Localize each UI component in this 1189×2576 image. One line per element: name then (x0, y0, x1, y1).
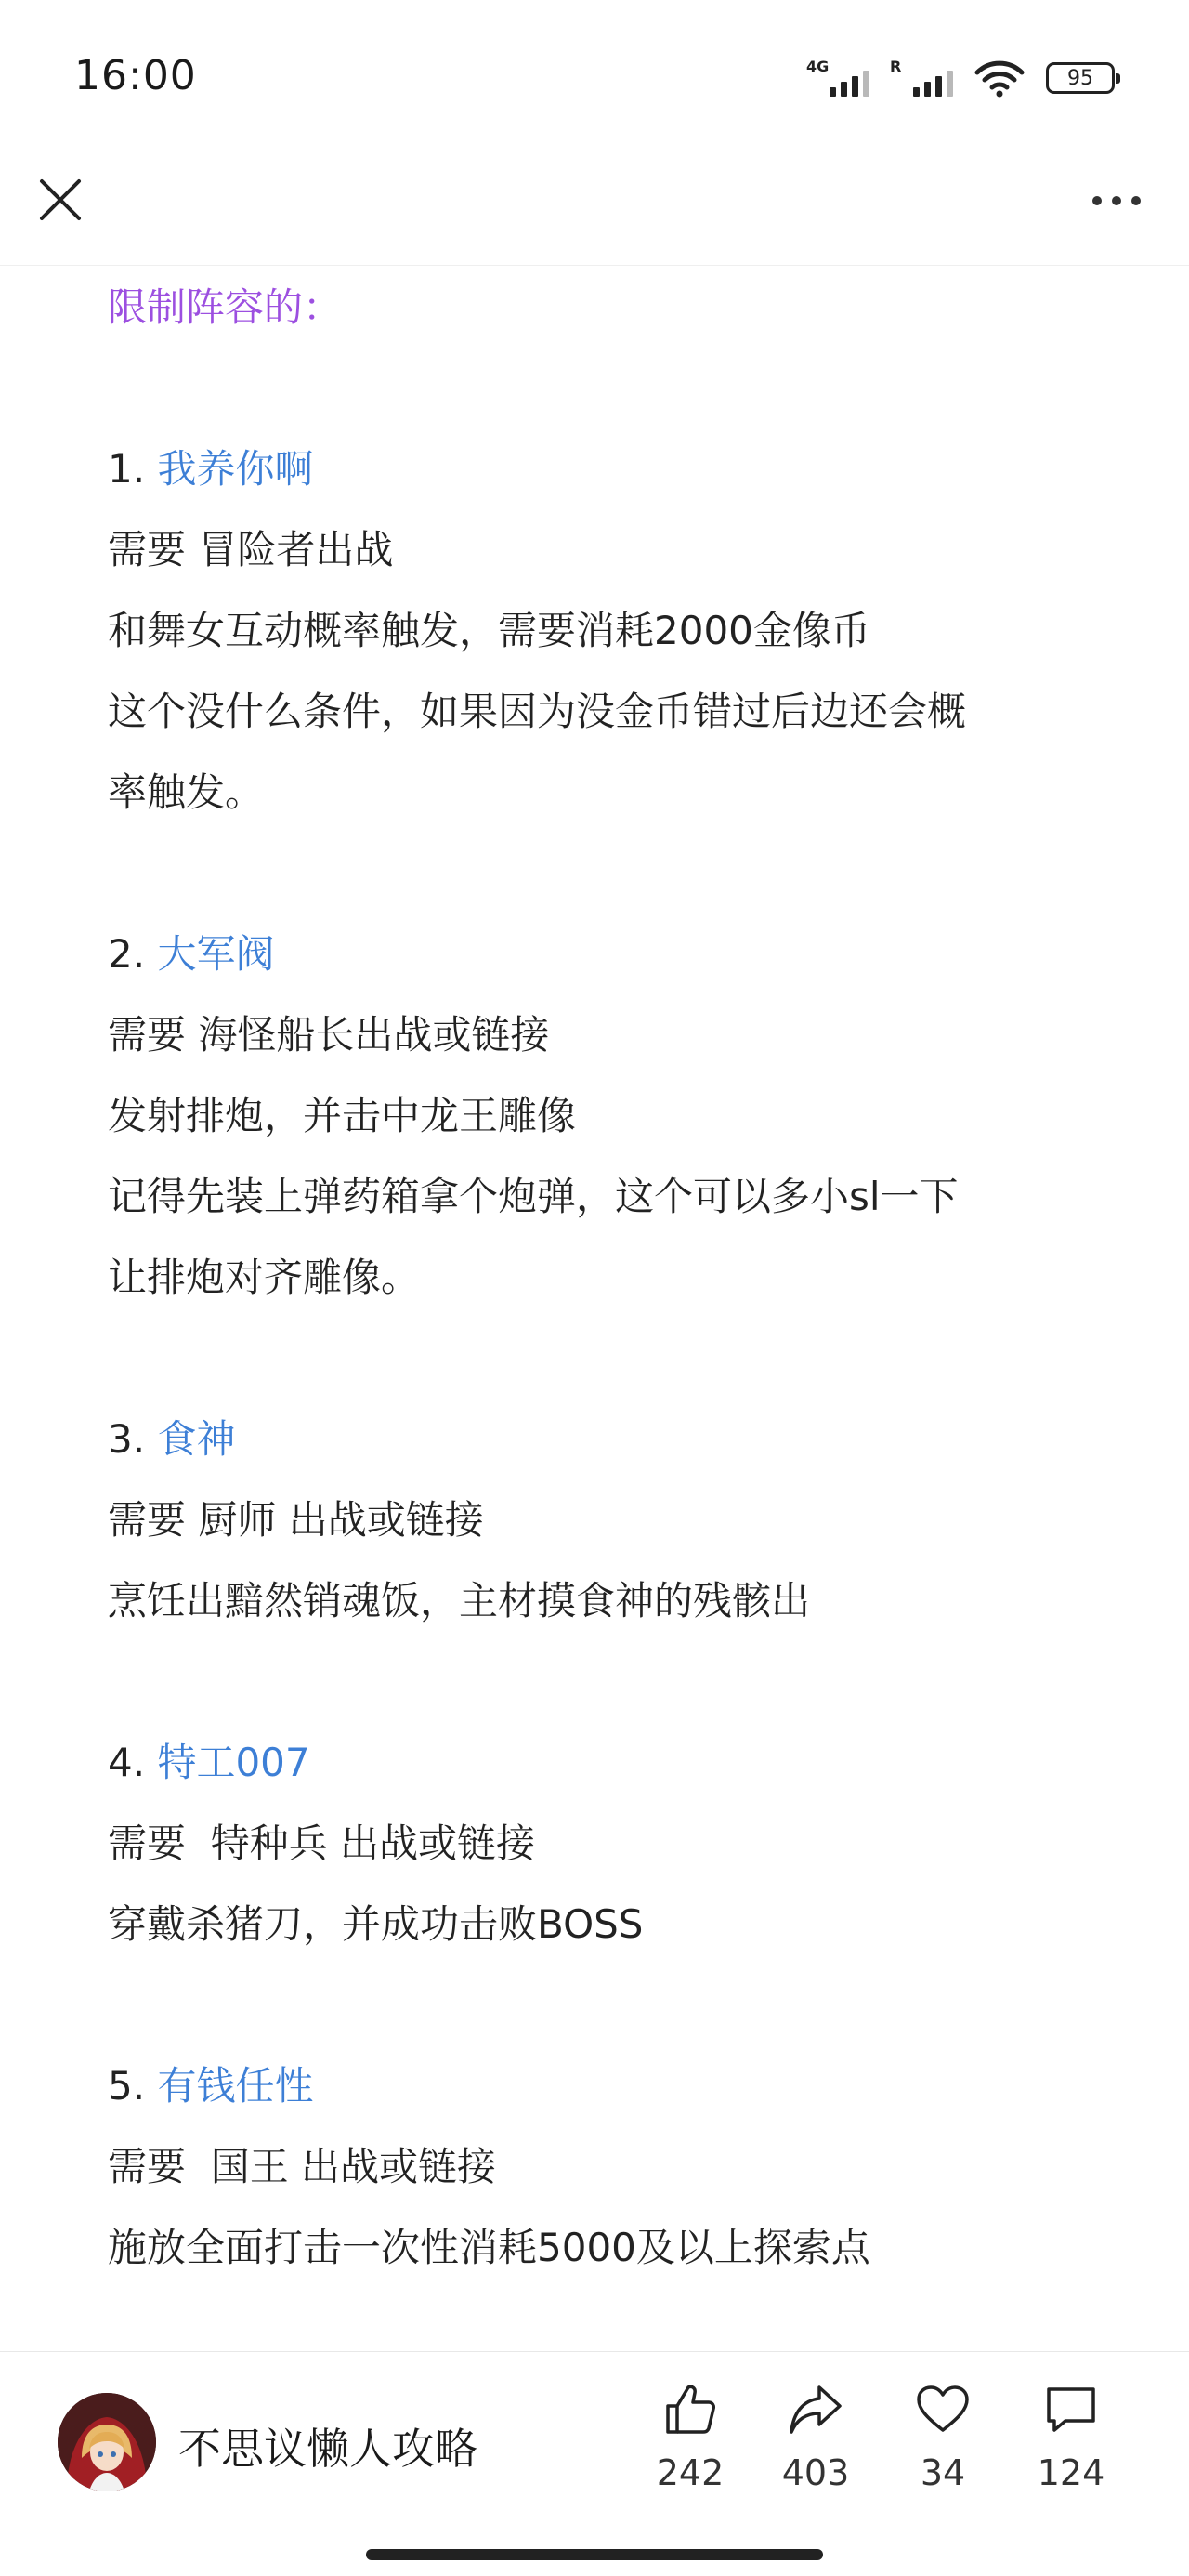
intro-heading: 限制阵容的： (108, 284, 343, 330)
section-line: 发射排炮，并击中龙王雕像 (108, 1093, 577, 1138)
like-count: 242 (656, 2452, 725, 2493)
spacer (108, 1965, 1092, 2045)
comment-icon (1041, 2380, 1101, 2439)
signal-bar (852, 76, 858, 97)
close-icon (38, 177, 83, 222)
signal-bar (924, 82, 931, 97)
more-dot (1131, 196, 1141, 205)
comment-count: 124 (1037, 2452, 1105, 2493)
more-options-button[interactable] (1081, 180, 1152, 221)
achievement-link[interactable]: 有钱任性 (157, 2063, 314, 2109)
share-icon (786, 2380, 845, 2439)
signal-bars-2 (913, 71, 953, 97)
share-count: 403 (781, 2452, 850, 2493)
network-type-label: 4G (806, 58, 830, 75)
spacer (108, 348, 1092, 428)
author-avatar[interactable] (58, 2393, 156, 2491)
signal-bars-1 (830, 71, 869, 97)
signal-bar (863, 71, 869, 97)
section-line: 需要 海怪船长出战或链接 (108, 1012, 550, 1058)
section-number: 4. (108, 1740, 146, 1785)
section-heading (108, 2045, 1092, 2126)
signal-bar (913, 87, 920, 97)
section-line: 这个没什么条件，如果因为没金币错过后边还会概 (108, 689, 967, 734)
section-heading (108, 1399, 1092, 1479)
signal-bar (935, 76, 942, 97)
section-number: 5. (108, 2063, 146, 2109)
more-dot (1092, 196, 1102, 205)
signal-bar (947, 71, 953, 97)
close-button[interactable] (33, 173, 87, 227)
bottom-action-bar (0, 2351, 1189, 2576)
spacer (108, 833, 1092, 913)
achievement-link[interactable]: 大军阀 (157, 931, 275, 977)
section-line: 施放全面打击一次性消耗5000及以上探索点 (108, 2225, 870, 2270)
section-line: 烹饪出黯然销魂饭，主材摸食神的残骸出 (108, 1578, 811, 1623)
signal-bar (841, 82, 847, 97)
spacer (108, 1641, 1092, 1722)
roaming-label: R (890, 58, 902, 75)
like-button[interactable] (639, 2380, 741, 2493)
section-line: 需要 厨师 出战或链接 (108, 1497, 484, 1543)
cellular-signal-1-icon (806, 58, 869, 99)
cellular-signal-2-icon (890, 58, 953, 99)
section-number: 2. (108, 931, 146, 977)
section-heading (108, 1722, 1092, 1803)
section-line: 率触发。 (108, 769, 265, 815)
share-button[interactable] (764, 2380, 867, 2493)
section-line: 穿戴杀猪刀，并成功击败BOSS (108, 1901, 644, 1947)
spacer (108, 1318, 1092, 1399)
status-icons (806, 58, 1115, 99)
section-number: 1. (108, 446, 146, 492)
thumbs-up-icon (660, 2380, 720, 2439)
section-number: 3. (108, 1416, 146, 1462)
section-line: 记得先装上弹药箱拿个炮弹，这个可以多小sl一下 (108, 1174, 959, 1219)
achievement-link[interactable]: 我养你啊 (157, 446, 314, 492)
signal-bar (830, 87, 836, 97)
achievement-link[interactable]: 特工007 (157, 1740, 310, 1785)
section-line: 需要 特种兵 出战或链接 (108, 1820, 536, 1866)
achievement-link[interactable]: 食神 (157, 1416, 236, 1462)
heart-icon (913, 2380, 973, 2439)
section-line: 让排炮对齐雕像。 (108, 1255, 421, 1300)
top-nav (0, 158, 1189, 266)
status-bar (0, 0, 1189, 158)
section-line: 需要 国王 出战或链接 (108, 2144, 497, 2189)
more-dot (1112, 196, 1121, 205)
battery-icon (1046, 62, 1115, 94)
author-name[interactable]: 不思议懒人攻略 (178, 2424, 477, 2474)
favorite-button[interactable] (892, 2380, 994, 2493)
section-line: 需要 冒险者出战 (108, 527, 394, 572)
battery-level: 95 (1067, 66, 1093, 90)
wifi-icon (973, 58, 1026, 99)
article-body (108, 267, 1092, 2288)
favorite-count: 34 (920, 2452, 966, 2493)
section-heading (108, 913, 1092, 994)
home-indicator[interactable] (366, 2549, 823, 2560)
section-line: 和舞女互动概率触发，需要消耗2000金像币 (108, 608, 870, 653)
comment-button[interactable] (1020, 2380, 1122, 2493)
avatar-image (58, 2393, 156, 2491)
status-time: 16:00 (74, 52, 197, 99)
section-heading (108, 428, 1092, 509)
